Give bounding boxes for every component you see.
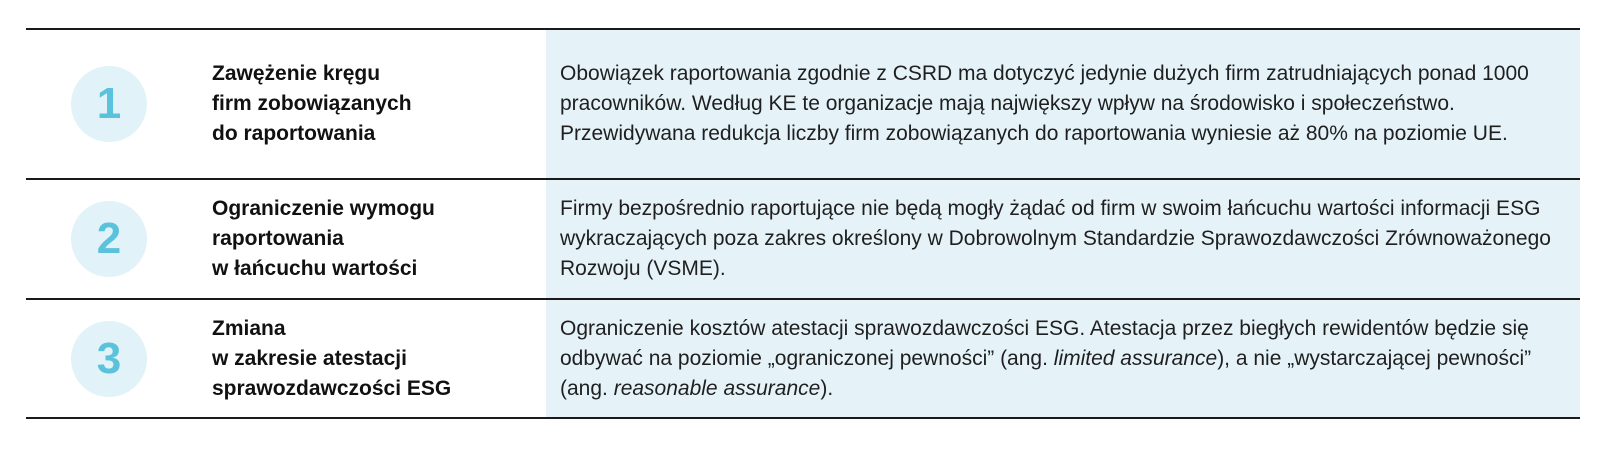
number-badge: 1: [71, 66, 147, 142]
number-badge: 3: [71, 321, 147, 397]
description-segment: Ograniczenie kosztów atestacji sprawozdawczości ESG. Atestacja przez biegłych rewidentów będzie się odbywać na poziomie „ograniczonej pewności” (ang.: [560, 316, 1529, 370]
row-description: [560, 314, 1570, 404]
title-cell: [206, 30, 546, 178]
description-segment: ).: [820, 376, 834, 400]
row-title: Ograniczenie wymogu raportowania w łańcuchu wartości: [212, 197, 435, 280]
number-cell: [26, 180, 206, 298]
description-term-italic: limited assurance: [1053, 346, 1218, 370]
description-term-italic: reasonable assurance: [613, 376, 821, 400]
description-segment: Firmy bezpośrednio raportujące nie będą mogły żądać od firm w swoim łańcuchu wartości informacji ESG wykraczających poza zakres określony w Dobrowolnym Standardzie Sprawozdawczości Zrównoważonego Rozwoju (VSME).: [560, 197, 1551, 280]
title-cell: [206, 180, 546, 298]
row-description: [560, 59, 1570, 149]
title-cell: [206, 300, 546, 417]
reporting-changes-table: [26, 28, 1580, 419]
table-row: [26, 30, 1580, 180]
number-cell: [26, 30, 206, 178]
description-cell: [546, 180, 1580, 298]
description-cell: [546, 30, 1580, 178]
description-cell: [546, 300, 1580, 417]
row-title: Zmiana w zakresie atestacji sprawozdawczości ESG: [212, 316, 452, 400]
table-row: [26, 180, 1580, 300]
table-row: [26, 300, 1580, 419]
description-segment: ), a nie „wystarczającej pewności” (ang.: [560, 346, 1532, 400]
row-title: Zawężenie kręgu firm zobowiązanych do raportowania: [212, 62, 412, 145]
description-segment: Obowiązek raportowania zgodnie z CSRD ma dotyczyć jedynie dużych firm zatrudniających ponad 1000 pracowników. Według KE te organizacje mają największy wpływ na środowisko i społeczeństwo. Przewidywana redukcja liczby firm zobowiązanych do raportowania wyniesie aż 80% na poziomie UE.: [560, 62, 1529, 145]
number-cell: [26, 300, 206, 417]
row-description: [560, 194, 1570, 284]
number-badge: 2: [71, 201, 147, 277]
